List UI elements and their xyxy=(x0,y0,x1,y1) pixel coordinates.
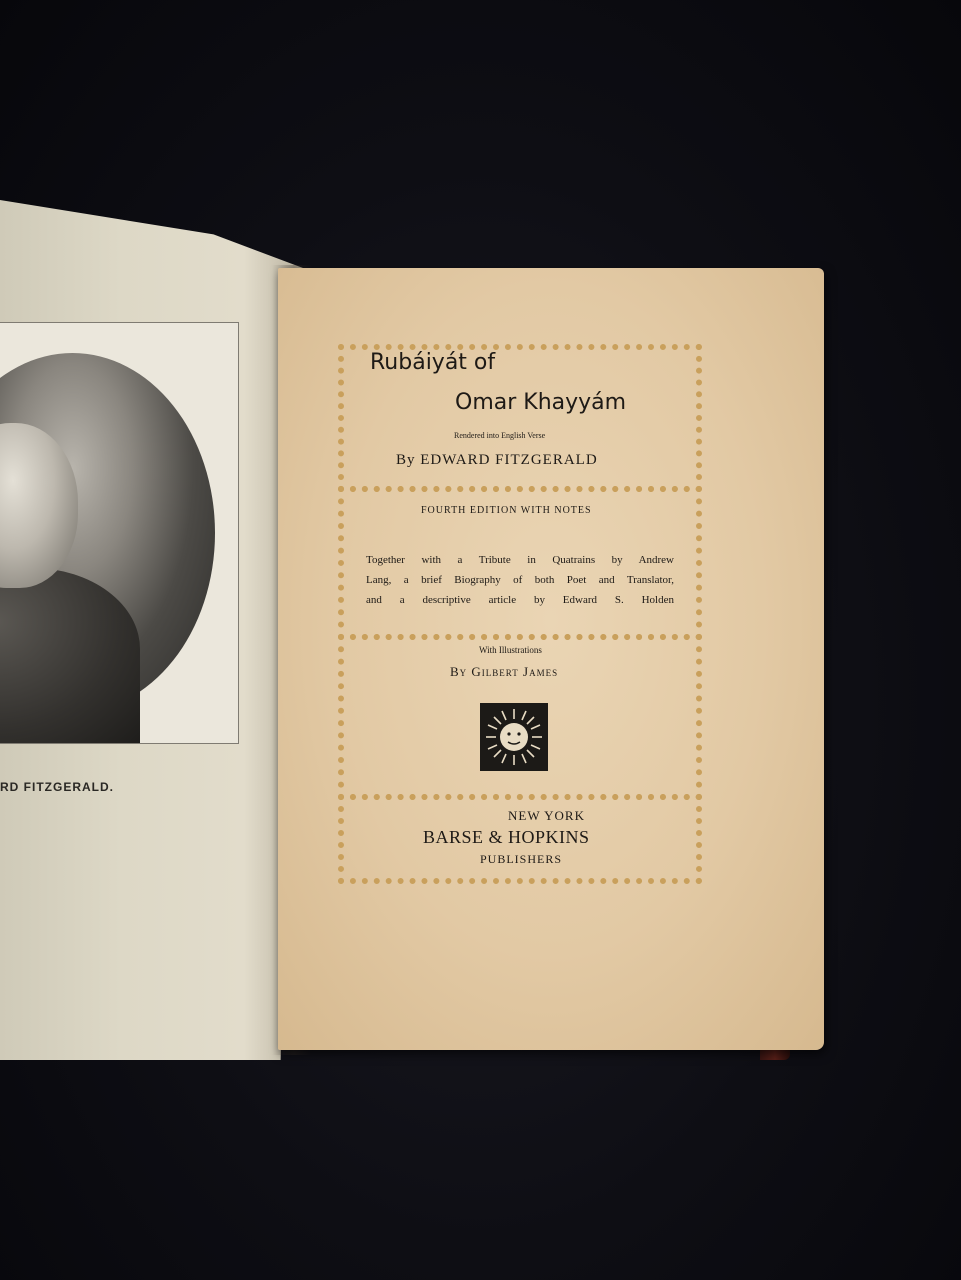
book-title-line-2: Omar Khayyám xyxy=(455,390,627,415)
description-line: Together with a Tribute in Quatrains by Andrew xyxy=(366,554,674,566)
book-title-line-1: Rubáiyát of xyxy=(370,350,496,375)
portrait-plate xyxy=(0,322,239,744)
title-border xyxy=(338,344,702,884)
publisher-city: NEW YORK xyxy=(508,808,585,823)
description-text xyxy=(366,550,674,610)
publishers-label: PUBLISHERS xyxy=(480,852,563,866)
rendered-note: Rendered into English Verse xyxy=(454,431,546,440)
author-byline: By EDWARD FITZGERALD xyxy=(396,452,598,468)
sun-face-icon xyxy=(480,703,548,771)
portrait-caption: RD FITZGERALD. xyxy=(0,780,114,794)
publisher-name: BARSE & HOPKINS xyxy=(423,827,590,847)
description-line: Lang, a brief Biography of both Poet and Translator, xyxy=(366,574,674,586)
edition-label: FOURTH EDITION WITH NOTES xyxy=(421,505,592,516)
portrait-oval xyxy=(0,353,215,713)
illustrator-byline: By Gilbert James xyxy=(450,664,559,679)
description-line: and a descriptive article by Edward S. Holden xyxy=(366,594,674,606)
portrait-head xyxy=(0,423,78,588)
portrait-coat xyxy=(0,568,140,744)
with-illustrations-label: With Illustrations xyxy=(479,645,542,655)
